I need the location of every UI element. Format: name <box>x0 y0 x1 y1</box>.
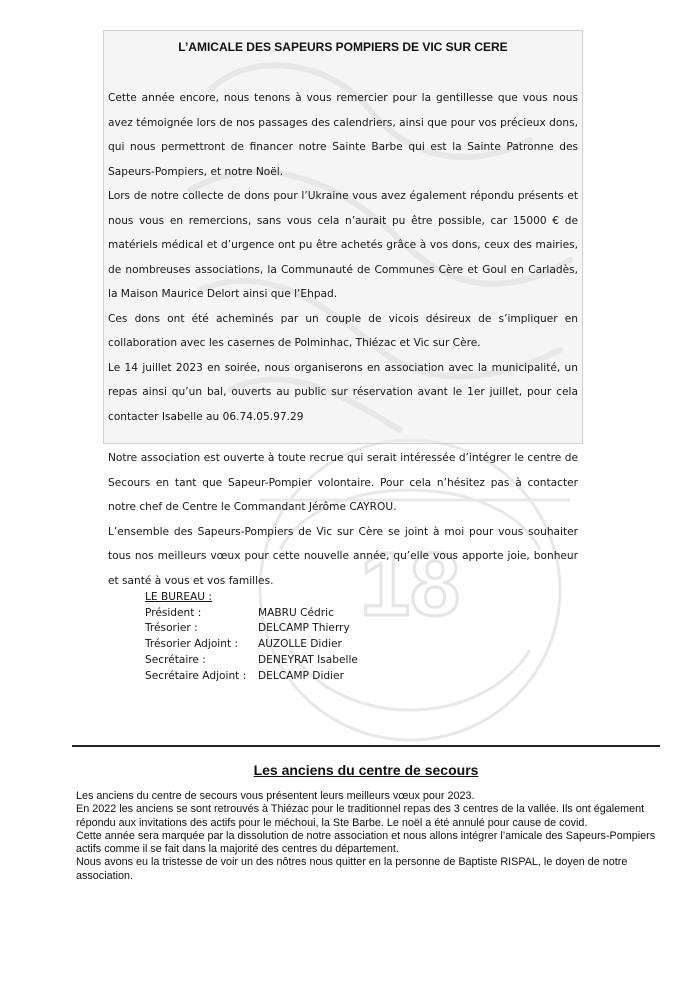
paragraph: Lors de notre collecte de dons pour l’Ukraine vous avez également répondu présents et nous vous en remercions, sans vous cela n’aurait pu être possible, car 15000 € de matériels médical et d’urgence ont pu être achetés grâce à vos dons, ceux des mairies, de nombreuses associations, la Communauté de Communes Cère et Goul en Carladès, la Maison Maurice Delort ainsi que l’Ehpad. <box>108 190 578 300</box>
paragraph: L’ensemble des Sapeurs-Pompiers de Vic sur Cère se joint à moi pour vous souhaiter tous nos meilleurs vœux pour cette nouvelle année, qu’elle vous apporte joie, bonheur et santé à vous et vos familles. <box>108 525 578 587</box>
paragraph: Notre association est ouverte à toute recrue qui serait intéressée d’intégrer le centre de Secours en tant que Sapeur-Pompier volontaire. Pour cela n’hésitez pas à contacter notre chef de Centre le Commandant Jérôme CAYROU. <box>108 452 578 513</box>
bureau-member <box>145 637 358 653</box>
bureau-member <box>145 621 358 637</box>
bureau-member <box>145 669 358 685</box>
section-divider <box>72 745 660 747</box>
member-name: AUZOLLE Didier <box>258 638 342 651</box>
member-name: DELCAMP Didier <box>258 669 344 682</box>
bureau-title: LE BUREAU : <box>145 591 212 603</box>
anciens-title: Les anciens du centre de secours <box>253 762 479 778</box>
member-name: MABRU Cédric <box>258 606 334 619</box>
bureau-list <box>145 590 358 684</box>
bureau-member <box>145 653 358 669</box>
member-name: DELCAMP Thierry <box>258 622 350 635</box>
paragraph: Ces dons ont été acheminés par un couple de vicois désireux de s’impliquer en collaboration avec les casernes de Polminhac, Thiézac et Vic sur Cère. <box>108 312 578 349</box>
paragraph: En 2022 les anciens se sont retrouvés à Thiézac pour le traditionnel repas des 3 centres de la vallée. Ils ont également répondu aux invitations des actifs pour le méchoui, la Ste Barbe. Le noël a été annulé pour cause de covid. <box>76 803 645 829</box>
member-role: Secrétaire Adjoint : <box>145 669 247 682</box>
member-name: DENEYRAT Isabelle <box>258 653 358 666</box>
member-role: Trésorier Adjoint : <box>145 638 239 651</box>
member-role: Trésorier : <box>145 622 198 635</box>
thanks-text <box>108 86 578 429</box>
bureau-member <box>145 606 358 622</box>
badge-number: 18 <box>359 535 461 635</box>
paragraph: Cette année encore, nous tenons à vous remercier pour la gentillesse que vous nous avez témoignée lors de nos passages des calendriers, ainsi que pour vos précieux dons, qui nous permettront de financer notre Sainte Barbe qui est la Sainte Patronne des Sapeurs-Pompiers, et notre Noël. <box>108 92 578 178</box>
paragraph: Les anciens du centre de secours vous présentent leurs meilleurs vœux pour 2023. <box>76 790 475 802</box>
recruitment-text <box>108 446 578 593</box>
member-role: Secrétaire : <box>145 653 206 666</box>
paragraph: Le 14 juillet 2023 en soirée, nous organiserons en association avec la municipalité, un repas ainsi qu’un bal, ouverts au public sur réservation avant le 1er juillet, pour cela contacter Isabelle au 06.74.05.97.29 <box>108 361 578 423</box>
paragraph: Nous avons eu la tristesse de voir un des nôtres nous quitter en la personne de Baptiste RISPAL, le doyen de notre association. <box>76 856 628 882</box>
member-role: Président : <box>145 606 202 619</box>
page-title: L’AMICALE DES SAPEURS POMPIERS DE VIC SUR CERE <box>178 40 508 54</box>
anciens-text <box>76 790 660 883</box>
paragraph: Cette année sera marquée par la dissolution de notre association et nous allons intégrer l’amicale des Sapeurs-Pompiers actifs comme il se fait dans la majorité des centres du département. <box>76 829 656 856</box>
